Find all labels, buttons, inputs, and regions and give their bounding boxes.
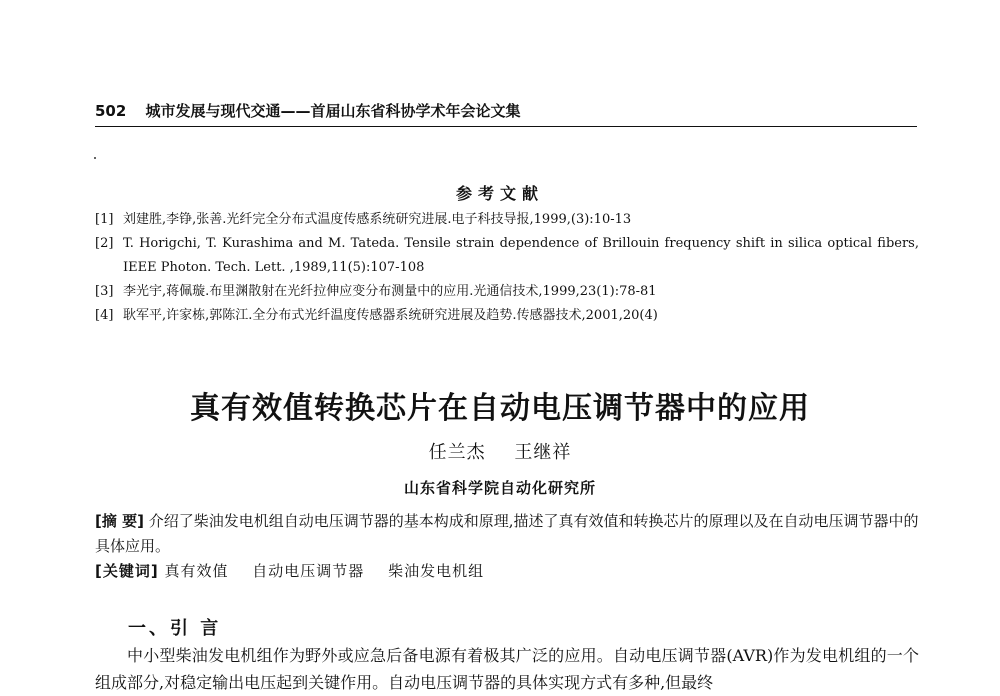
reference-text: T. Horigchi, T. Kurashima and M. Tateda. Tensile strain dependence of Brillouin frequency shift in silica optical fibers, IEEE Photon. Tech. Lett. ,1989,11(5):107-108 bbox=[123, 236, 919, 275]
reference-number: [4] bbox=[95, 308, 114, 323]
abstract-label: [摘 要] bbox=[95, 512, 144, 530]
reference-number: [1] bbox=[95, 212, 114, 227]
running-header bbox=[95, 100, 917, 121]
affiliation: 山东省科学院自动化研究所 bbox=[403, 479, 596, 497]
keyword: 柴油发电机组 bbox=[388, 562, 485, 580]
reference-item bbox=[95, 304, 919, 328]
reference-list bbox=[95, 208, 919, 328]
author-name: 王继祥 bbox=[514, 442, 572, 463]
reference-text: 耿军平,许家栋,郭陈江.全分布式光纤温度传感器系统研究进展及趋势.传感器技术,2001,20(4) bbox=[123, 308, 658, 323]
abstract-text: 介绍了柴油发电机组自动电压调节器的基本构成和原理,描述了真有效值和转换芯片的原理以及在自动电压调节器中的具体应用。 bbox=[95, 512, 919, 555]
keyword: 真有效值 bbox=[164, 562, 229, 580]
scan-speck bbox=[94, 157, 96, 159]
reference-text: 刘建胜,李铮,张善.光纤完全分布式温度传感系统研究进展.电子科技导报,1999,(3):10-13 bbox=[123, 212, 632, 227]
keywords-label: [关键词] bbox=[95, 562, 159, 580]
abstract-block bbox=[95, 509, 919, 584]
author-name: 任兰杰 bbox=[428, 442, 486, 463]
reference-number: [3] bbox=[95, 284, 114, 299]
keyword: 自动电压调节器 bbox=[252, 562, 365, 580]
reference-item bbox=[95, 280, 919, 304]
page-number: 502 bbox=[95, 102, 127, 120]
reference-item bbox=[95, 232, 919, 280]
reference-number: [2] bbox=[95, 236, 114, 251]
reference-text: 李光宇,蒋佩璇.布里渊散射在光纤拉伸应变分布测量中的应用.光通信技术,1999,23(1):78-81 bbox=[123, 284, 657, 299]
body-text bbox=[95, 642, 919, 696]
article-title: 真有效值转换芯片在自动电压调节器中的应用 bbox=[190, 391, 810, 426]
section-heading: 一、引 言 bbox=[128, 618, 222, 639]
reference-item bbox=[95, 208, 919, 232]
body-paragraph: 中小型柴油发电机组作为野外或应急后备电源有着极其广泛的应用。自动电压调节器(AVR)作为发电机组的一个组成部分,对稳定输出电压起到关键作用。自动电压调节器的具体实现方式有多种,但最终 bbox=[95, 646, 919, 692]
header-rule bbox=[95, 126, 917, 127]
running-title: 城市发展与现代交通——首届山东省科协学术年会论文集 bbox=[145, 102, 521, 120]
abstract bbox=[95, 509, 919, 559]
keywords bbox=[95, 559, 919, 584]
author-list bbox=[0, 438, 1000, 464]
references-heading: 参考文献 bbox=[455, 184, 544, 203]
